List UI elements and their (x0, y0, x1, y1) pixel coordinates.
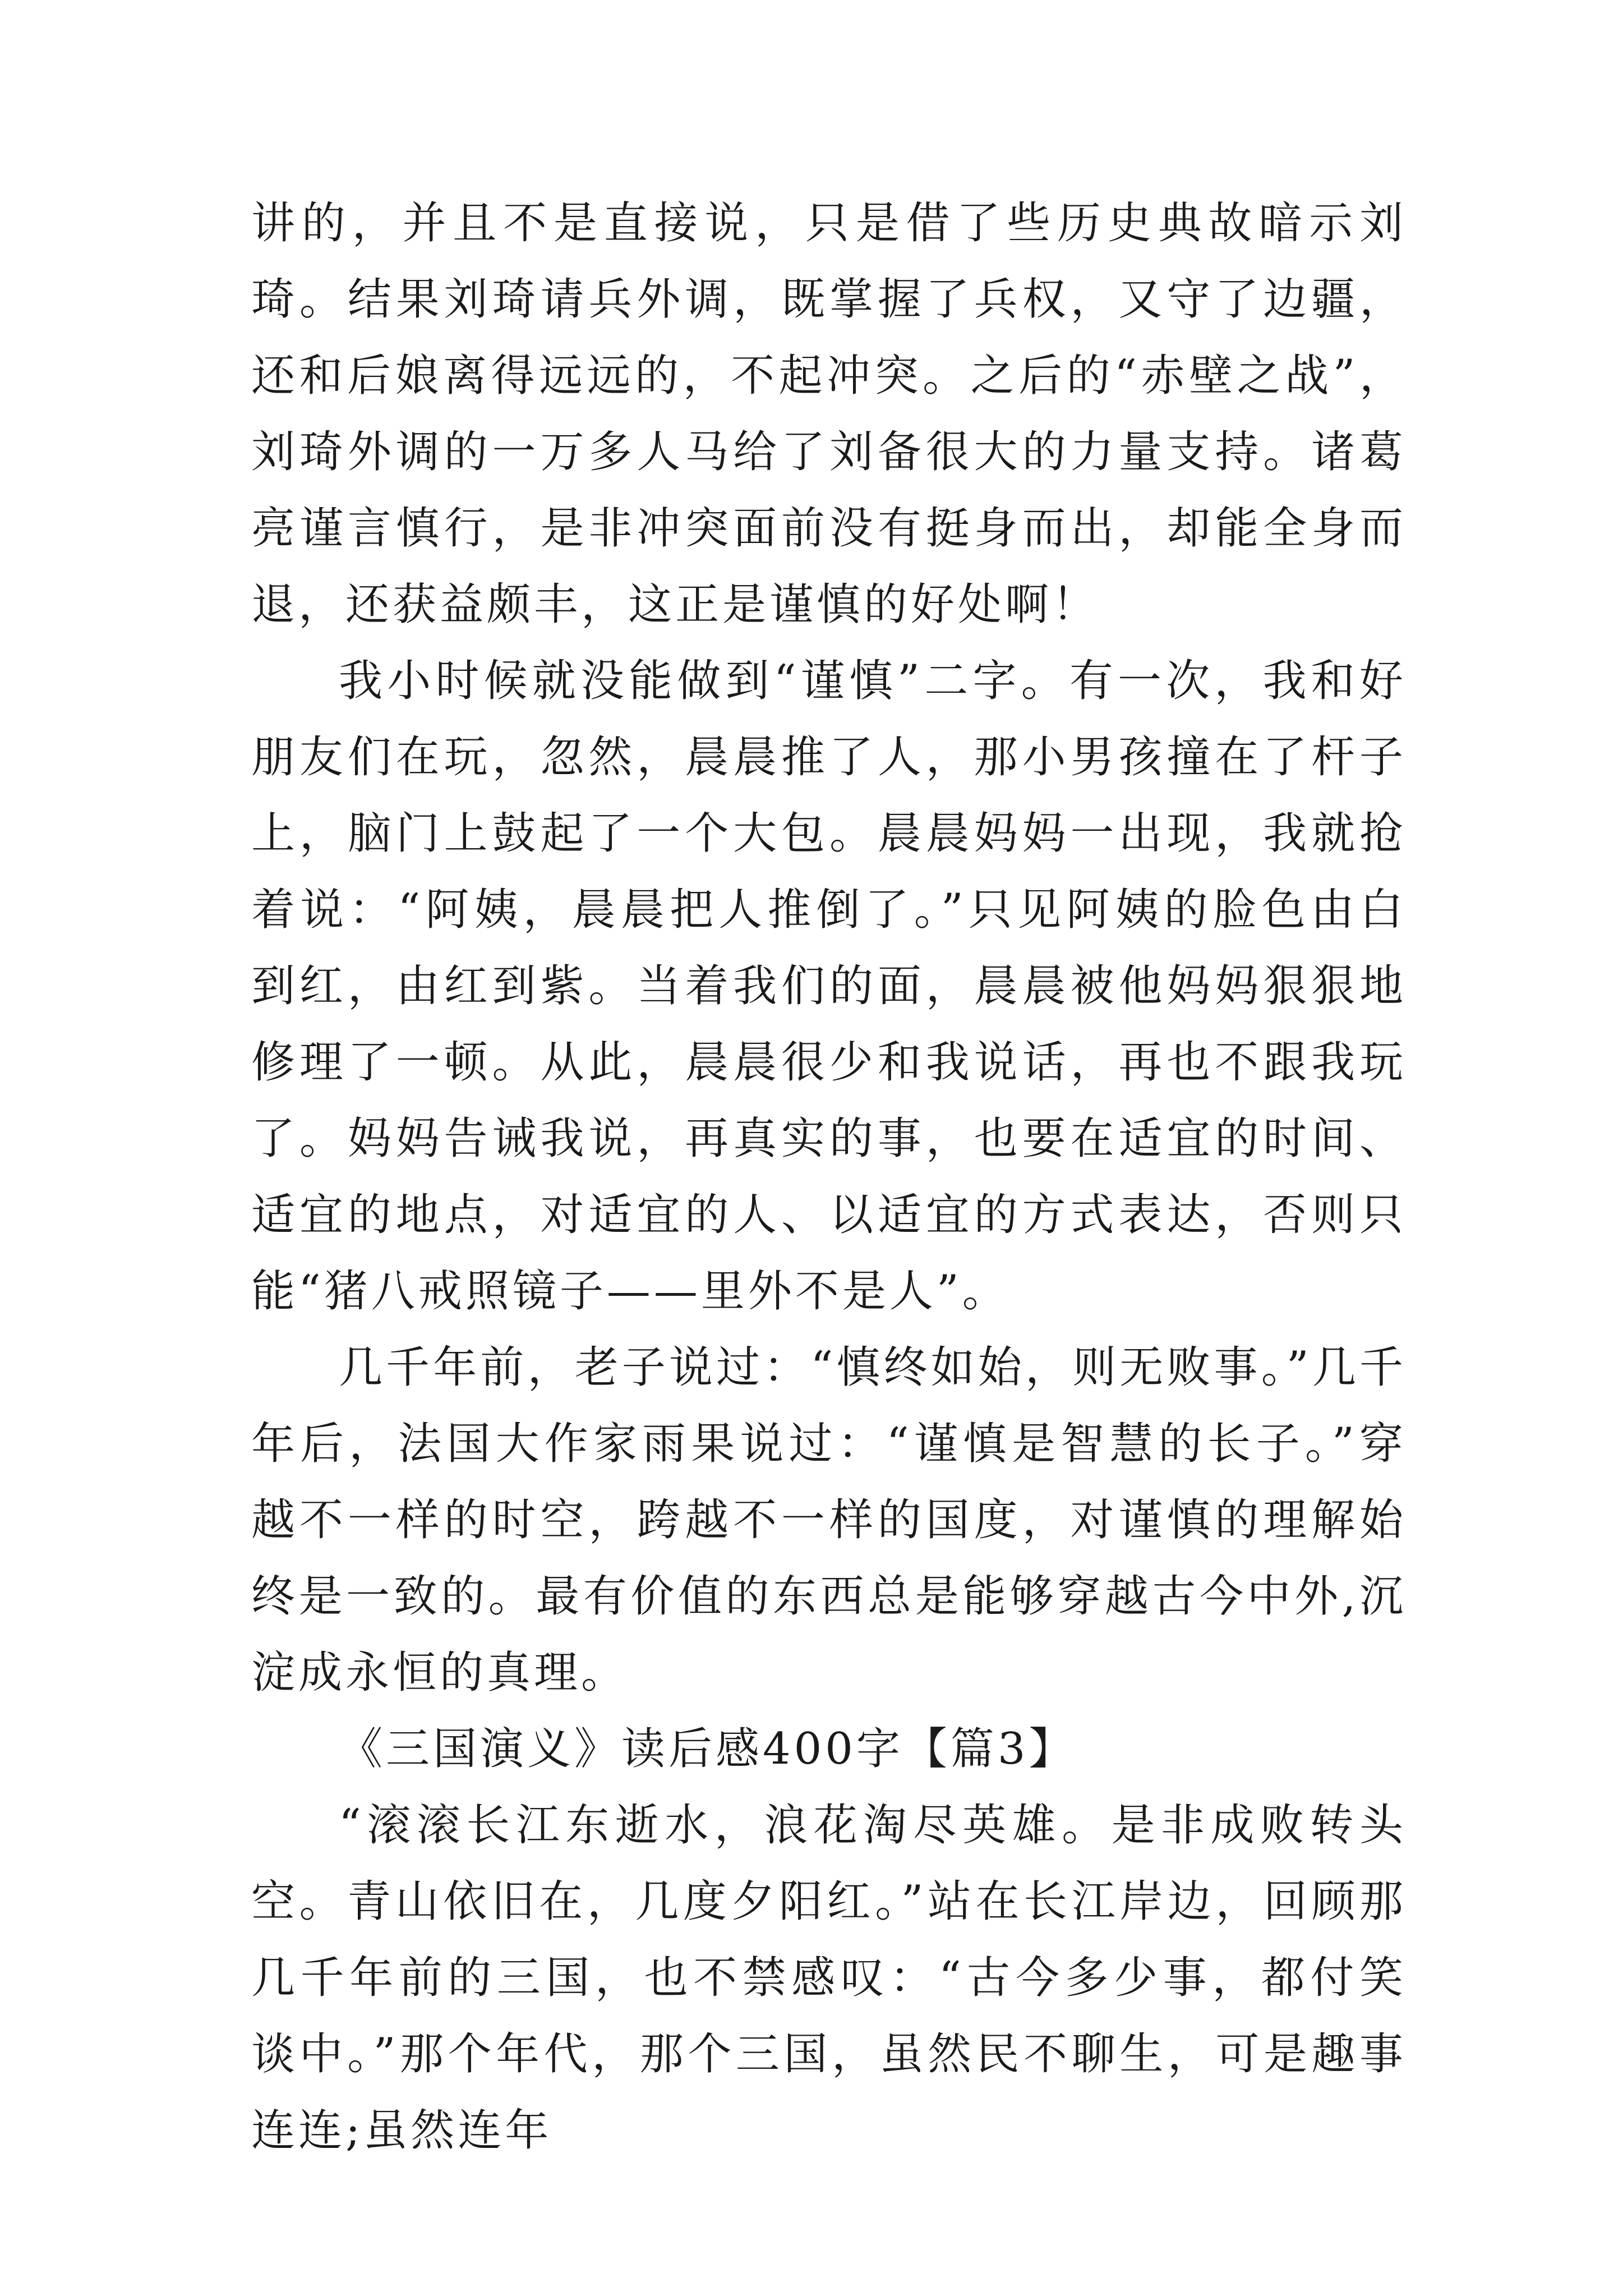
section-heading: 《三国演义》读后感400字【篇3】 (339, 1724, 1076, 1774)
paragraph-childhood-story: 我小时候就没能做到“谨慎”二字。有一次，我和好朋友们在玩，忽然，晨晨推了人，那小男孩撞在了杆子上，脑门上鼓起了一个大包。晨晨妈妈一出现，我就抢着说：“阿姨，晨晨把人推倒了。”只见阿姨的脸色由白到红，由红到紫。当着我们的面，晨晨被他妈妈狠狠地修理了一顿。从此，晨晨很少和我说话，再也不跟我玩了。妈妈告诫我说，再真实的事，也要在适宜的时间、适宜的地点，对适宜的人、以适宜的方式表达，否则只能“猪八戒照镜子——里外不是人”。 (251, 656, 1407, 1317)
paragraph-poem-intro: “滚滚长江东逝水，浪花淘尽英雄。是非成败转头空。青山依旧在，几度夕阳红。”站在长江岸边，回顾那几千年前的三国，也不禁感叹：“古今多少事，都付笑谈中。”那个年代，那个三国，虽然民不聊生，可是趣事连连;虽然连年 (251, 1800, 1407, 2156)
document-body (251, 185, 1407, 2169)
paragraph-continuation: 讲的，并且不是直接说，只是借了些历史典故暗示刘琦。结果刘琦请兵外调，既掌握了兵权，又守了边疆，还和后娘离得远远的，不起冲突。之后的“赤壁之战”，刘琦外调的一万多人马给了刘备很大的力量支持。诸葛亮谨言慎行，是非冲突面前没有挺身而出，却能全身而退，还获益颇丰，这正是谨慎的好处啊！ (251, 198, 1407, 630)
paragraph-quotes: 几千年前，老子说过：“慎终如始，则无败事。”几千年后，法国大作家雨果说过：“谨慎是智慧的长子。”穿越不一样的时空，跨越不一样的国度，对谨慎的理解始终是一致的。最有价值的东西总是能够穿越古今中外,沉淀成永恒的真理。 (251, 1342, 1407, 1698)
